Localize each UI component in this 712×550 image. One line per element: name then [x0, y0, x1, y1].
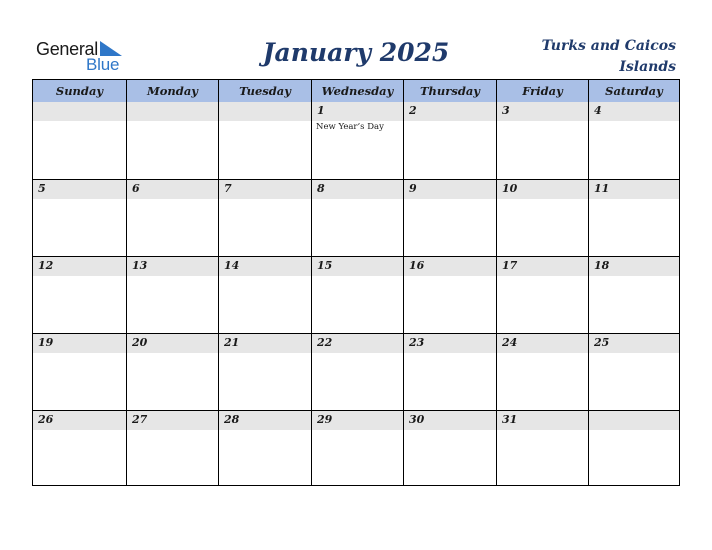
day-number-band: [219, 180, 311, 199]
day-number: 15: [317, 259, 333, 272]
weekday-tuesday: Tuesday: [218, 80, 311, 102]
day-number-band: [219, 102, 311, 121]
day-number: 11: [594, 182, 610, 195]
day-number: 1: [317, 104, 325, 117]
weekday-wednesday: Wednesday: [311, 80, 403, 102]
day-number: 17: [502, 259, 518, 272]
day-cell: [588, 102, 679, 179]
day-cell: [311, 180, 403, 256]
region-line-1: Turks and Caicos: [541, 38, 676, 54]
day-cell: [496, 180, 588, 256]
day-cell: [311, 334, 403, 410]
day-number: 18: [594, 259, 610, 272]
day-number-band: [497, 102, 588, 121]
weekday-monday: Monday: [126, 80, 218, 102]
day-number-band: [404, 102, 496, 121]
region-line-2: Islands: [619, 59, 676, 75]
week-row: [33, 256, 679, 333]
day-number: 7: [224, 182, 232, 195]
day-number: 19: [38, 336, 54, 349]
day-cell: [496, 411, 588, 485]
weekday-thursday: Thursday: [403, 80, 496, 102]
day-cell: [496, 334, 588, 410]
calendar-grid: [32, 79, 680, 486]
day-cell: [403, 334, 496, 410]
region-name: [526, 36, 676, 78]
day-cell: [33, 411, 126, 485]
week-row: [33, 179, 679, 256]
day-cell: [218, 257, 311, 333]
day-number: 25: [594, 336, 610, 349]
week-row: [33, 410, 679, 485]
weekday-saturday: Saturday: [588, 80, 679, 102]
day-cell: [33, 180, 126, 256]
day-number: 2: [409, 104, 417, 117]
day-number: 26: [38, 413, 54, 426]
day-number: 16: [409, 259, 425, 272]
weekday-sunday: Sunday: [55, 84, 104, 98]
day-number-band: [33, 180, 126, 199]
day-number: 9: [409, 182, 417, 195]
logo-word-blue: Blue: [86, 55, 120, 74]
day-number: 5: [38, 182, 46, 195]
day-cell: [403, 257, 496, 333]
day-cell: [403, 102, 496, 179]
day-number: 20: [132, 336, 148, 349]
day-number: 28: [224, 413, 240, 426]
day-cell: [496, 257, 588, 333]
day-number-band: [404, 180, 496, 199]
day-cell: [218, 411, 311, 485]
day-cell: [588, 257, 679, 333]
day-cell: [33, 102, 126, 179]
day-number-band: [127, 180, 218, 199]
day-number: 4: [594, 104, 602, 117]
day-number: 13: [132, 259, 148, 272]
day-cell: [311, 411, 403, 485]
day-number: 24: [502, 336, 518, 349]
day-cell: [403, 180, 496, 256]
day-number: 22: [317, 336, 333, 349]
day-number-band: [589, 411, 679, 430]
day-cell: [588, 180, 679, 256]
day-cell: [126, 180, 218, 256]
weekday-header-row: [33, 80, 679, 103]
logo-word-general: General: [36, 39, 98, 59]
day-number: 12: [38, 259, 54, 272]
week-row: [33, 333, 679, 410]
day-cell: [403, 411, 496, 485]
day-number-band: [312, 180, 403, 199]
day-cell: [218, 334, 311, 410]
day-cell: [218, 102, 311, 179]
day-number: 8: [317, 182, 325, 195]
day-cell: [33, 257, 126, 333]
day-number-band: [33, 102, 126, 121]
day-cell: [311, 102, 403, 179]
calendar-title: January 2025: [262, 38, 450, 67]
day-number: 10: [502, 182, 518, 195]
day-number: 21: [224, 336, 240, 349]
day-number-band: [312, 102, 403, 121]
day-cell: [126, 102, 218, 179]
holiday-label: New Year’s Day: [316, 122, 384, 132]
day-cell: [218, 180, 311, 256]
week-row: [33, 102, 679, 179]
day-cell: [496, 102, 588, 179]
day-number-band: [589, 102, 679, 121]
day-number: 23: [409, 336, 425, 349]
day-number: 30: [409, 413, 425, 426]
day-number-band: [127, 102, 218, 121]
day-cell: [588, 411, 679, 485]
day-cell: [126, 411, 218, 485]
weekday-friday: Friday: [496, 80, 588, 102]
day-cell: [126, 257, 218, 333]
day-number: 3: [502, 104, 510, 117]
day-number: 27: [132, 413, 148, 426]
day-cell: [588, 334, 679, 410]
day-cell: [33, 334, 126, 410]
day-number: 6: [132, 182, 140, 195]
day-number: 29: [317, 413, 333, 426]
day-cell: [126, 334, 218, 410]
generalblue-logo: [36, 38, 136, 74]
day-number: 14: [224, 259, 240, 272]
day-number: 31: [502, 413, 518, 426]
day-cell: [311, 257, 403, 333]
